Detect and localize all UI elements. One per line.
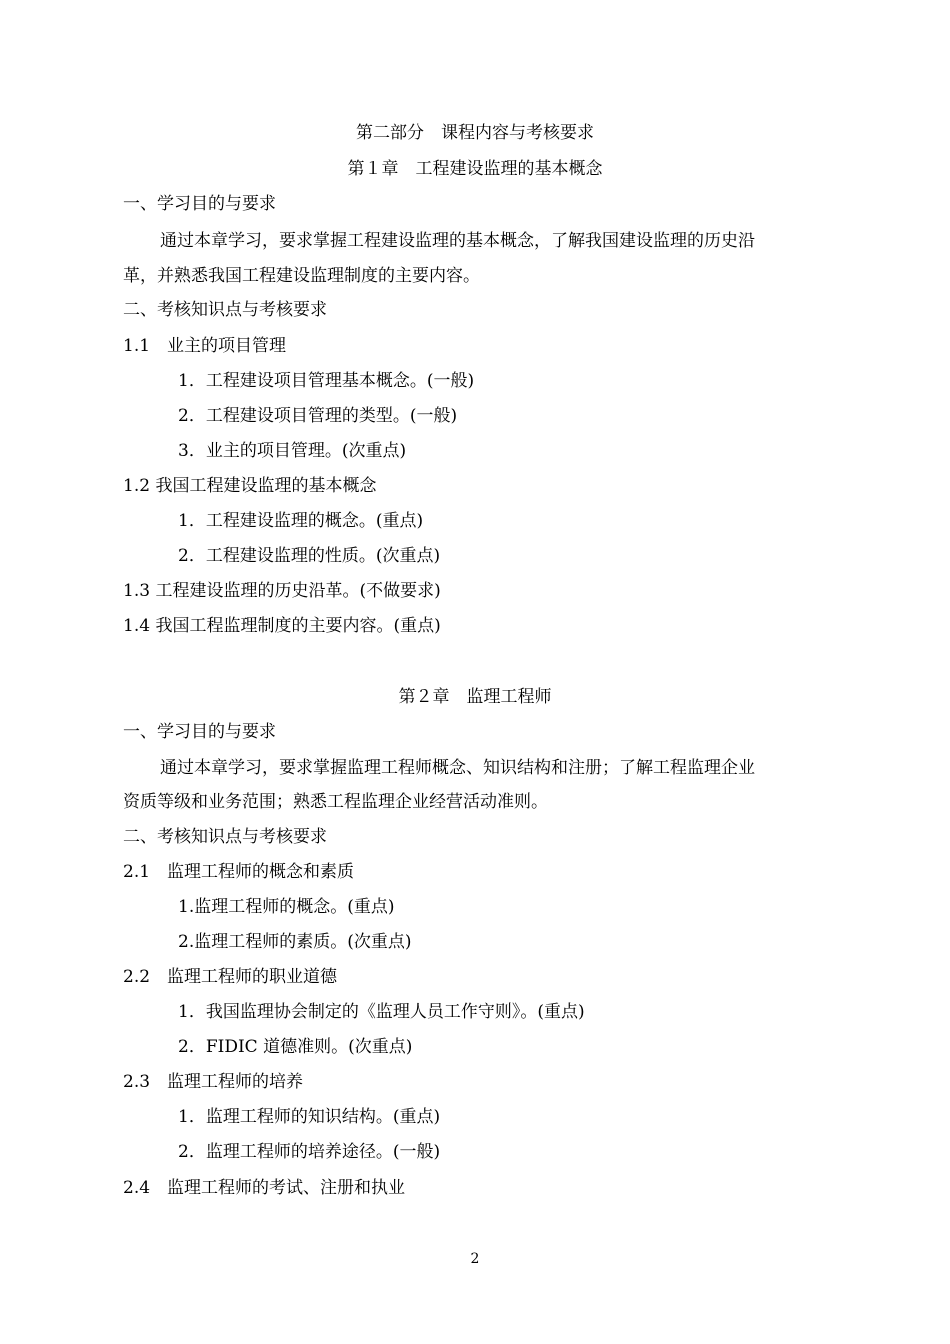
chapter-1-objectives-text-line1: 通过本章学习，要求掌握工程建设监理的基本概念，了解我国建设监理的历史沿 xyxy=(160,231,755,251)
section-1-1-heading: 1.1 业主的项目管理 xyxy=(123,336,287,356)
chapter-1-objectives-heading: 一、学习目的与要求 xyxy=(123,194,276,214)
section-1-1-item: 1．工程建设项目管理基本概念。(一般) xyxy=(178,371,475,391)
chapter-1-objectives-text-line2: 革，并熟悉我国工程建设监理制度的主要内容。 xyxy=(123,266,480,286)
chapter-1-knowledge-heading: 二、考核知识点与考核要求 xyxy=(123,300,327,320)
section-2-1-heading: 2.1 监理工程师的概念和素质 xyxy=(123,862,355,882)
chapter-2-objectives-heading: 一、学习目的与要求 xyxy=(123,722,276,742)
part-title: 第二部分 课程内容与考核要求 xyxy=(356,123,594,143)
chapter-2-knowledge-heading: 二、考核知识点与考核要求 xyxy=(123,827,327,847)
chapter-2-objectives-text-line1: 通过本章学习，要求掌握监理工程师概念、知识结构和注册；了解工程监理企业 xyxy=(160,758,755,778)
chapter-2-title: 第２章 监理工程师 xyxy=(398,687,552,707)
section-2-3-item: 1．监理工程师的知识结构。(重点) xyxy=(178,1107,441,1127)
section-1-4: 1.4 我国工程监理制度的主要内容。(重点) xyxy=(123,616,441,636)
section-2-2-item: 2．FIDIC 道德准则。(次重点) xyxy=(178,1037,413,1057)
section-2-1-item: 2.监理工程师的素质。(次重点) xyxy=(178,932,412,952)
section-1-2-item: 2．工程建设监理的性质。(次重点) xyxy=(178,546,441,566)
section-1-2-heading: 1.2 我国工程建设监理的基本概念 xyxy=(123,476,377,496)
section-1-1-item: 2．工程建设项目管理的类型。(一般) xyxy=(178,406,458,426)
chapter-2-objectives-text-line2: 资质等级和业务范围；熟悉工程监理企业经营活动准则。 xyxy=(123,792,548,812)
section-1-3: 1.3 工程建设监理的历史沿革。(不做要求) xyxy=(123,581,441,601)
section-1-2-item: 1．工程建设监理的概念。(重点) xyxy=(178,511,424,531)
section-2-3-heading: 2.3 监理工程师的培养 xyxy=(123,1072,304,1092)
section-2-3-item: 2．监理工程师的培养途径。(一般) xyxy=(178,1142,441,1162)
section-1-1-item: 3．业主的项目管理。(次重点) xyxy=(178,441,407,461)
section-2-1-item: 1.监理工程师的概念。(重点) xyxy=(178,897,395,917)
chapter-1-title: 第１章 工程建设监理的基本概念 xyxy=(347,159,603,179)
page-number: 2 xyxy=(470,1251,480,1267)
section-2-4-heading: 2.4 监理工程师的考试、注册和执业 xyxy=(123,1178,406,1198)
section-2-2-item: 1．我国监理协会制定的《监理人员工作守则》。(重点) xyxy=(178,1002,585,1022)
section-2-2-heading: 2.2 监理工程师的职业道德 xyxy=(123,967,338,987)
